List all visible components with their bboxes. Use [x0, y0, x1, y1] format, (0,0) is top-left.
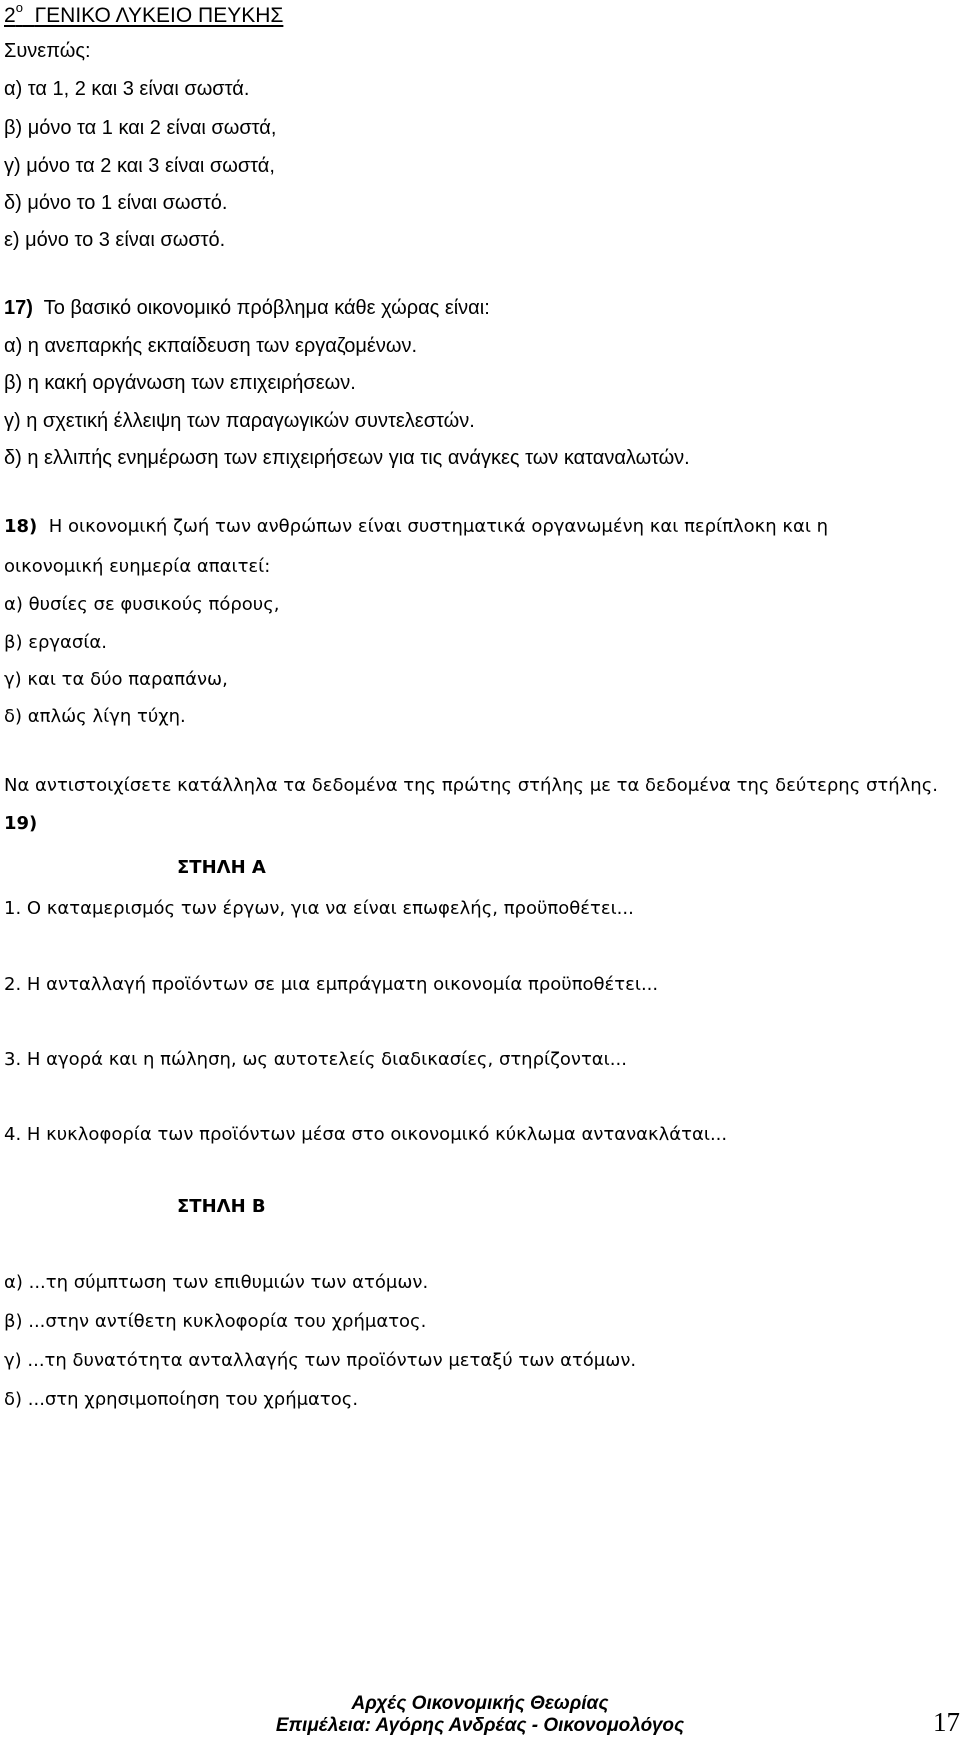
q16-option-e: ε) μόνο το 3 είναι σωστό. [4, 229, 226, 251]
column-b-item-a: α) ...τη σύμπτωση των επιθυμιών των ατόμων. [4, 1272, 429, 1293]
q17-option-d: δ) η ελλιπής ενημέρωση των επιχειρήσεων για τις ανάγκες των καταναλωτών. [4, 447, 690, 469]
header-number: 2 [4, 4, 16, 27]
q18-question-line2: οικονομική ευημερία απαιτεί: [4, 556, 271, 577]
column-b-title: ΣΤΗΛΗ Β [177, 1196, 266, 1217]
school-header [4, 2, 283, 28]
page-number: 17 [933, 1707, 960, 1737]
column-b-item-d: δ) ...στη χρησιμοποίηση του χρήματος. [4, 1389, 359, 1410]
q16-option-d: δ) μόνο το 1 είναι σωστό. [4, 192, 228, 214]
q17-option-a: α) η ανεπαρκής εκπαίδευση των εργαζομένων. [4, 335, 418, 357]
q17-question [4, 297, 490, 320]
header-school-name: ΓΕΝΙΚΟ ΛΥΚΕΙΟ ΠΕΥΚΗΣ [34, 4, 284, 27]
q17-text: Το βασικό οικονομικό πρόβλημα κάθε χώρας είναι: [43, 297, 490, 319]
q17-option-c: γ) η σχετική έλλειψη των παραγωγικών συντελεστών. [4, 410, 475, 432]
q19-number: 19) [4, 813, 38, 834]
column-a-item-4: 4. Η κυκλοφορία των προϊόντων μέσα στο οικονομικό κύκλωμα αντανακλάται... [4, 1124, 728, 1145]
q16-option-c: γ) μόνο τα 2 και 3 είναι σωστά, [4, 155, 275, 177]
q17-option-b: β) η κακή οργάνωση των επιχειρήσεων. [4, 372, 356, 394]
q18-option-d: δ) απλώς λίγη τύχη. [4, 706, 186, 727]
column-a-item-3: 3. Η αγορά και η πώληση, ως αυτοτελείς διαδικασίες, στηρίζονται... [4, 1049, 627, 1070]
header-superscript: ο [15, 0, 23, 15]
column-a-item-2: 2. Η ανταλλαγή προϊόντων σε μια εμπράγματη οικονομία προϋποθέτει... [4, 974, 659, 995]
q18-option-a: α) θυσίες σε φυσικούς πόρους, [4, 594, 280, 615]
q18-text-1: Η οικονομική ζωή των ανθρώπων είναι συστηματικά οργανωμένη και περίπλοκη και η [48, 516, 829, 537]
q18-question-line1 [4, 516, 828, 537]
footer-author: Επιμέλεια: Αγόρης Ανδρέας - Οικονομολόγος [275, 1715, 685, 1736]
q17-number: 17) [4, 297, 33, 319]
column-b-item-b: β) ...στην αντίθετη κυκλοφορία του χρήματος. [4, 1311, 427, 1332]
q16-intro: Συνεπώς: [4, 40, 91, 62]
q18-option-c: γ) και τα δύο παραπάνω, [4, 669, 228, 690]
q16-option-a: α) τα 1, 2 και 3 είναι σωστά. [4, 78, 250, 100]
column-a-item-1: 1. Ο καταμερισμός των έργων, για να είναι επωφελής, προϋποθέτει... [4, 898, 634, 919]
q18-option-b: β) εργασία. [4, 632, 107, 653]
q19-instruction: Να αντιστοιχίσετε κατάλληλα τα δεδομένα της πρώτης στήλης με τα δεδομένα της δεύτερης στήλης. [4, 775, 938, 796]
footer-course-title: Αρχές Οικονομικής Θεωρίας [351, 1693, 609, 1714]
column-a-title: ΣΤΗΛΗ Α [177, 857, 266, 878]
q18-number: 18) [4, 516, 38, 537]
q16-option-b: β) μόνο τα 1 και 2 είναι σωστά, [4, 117, 277, 139]
column-b-item-c: γ) ...τη δυνατότητα ανταλλαγής των προϊόντων μεταξύ των ατόμων. [4, 1350, 637, 1371]
